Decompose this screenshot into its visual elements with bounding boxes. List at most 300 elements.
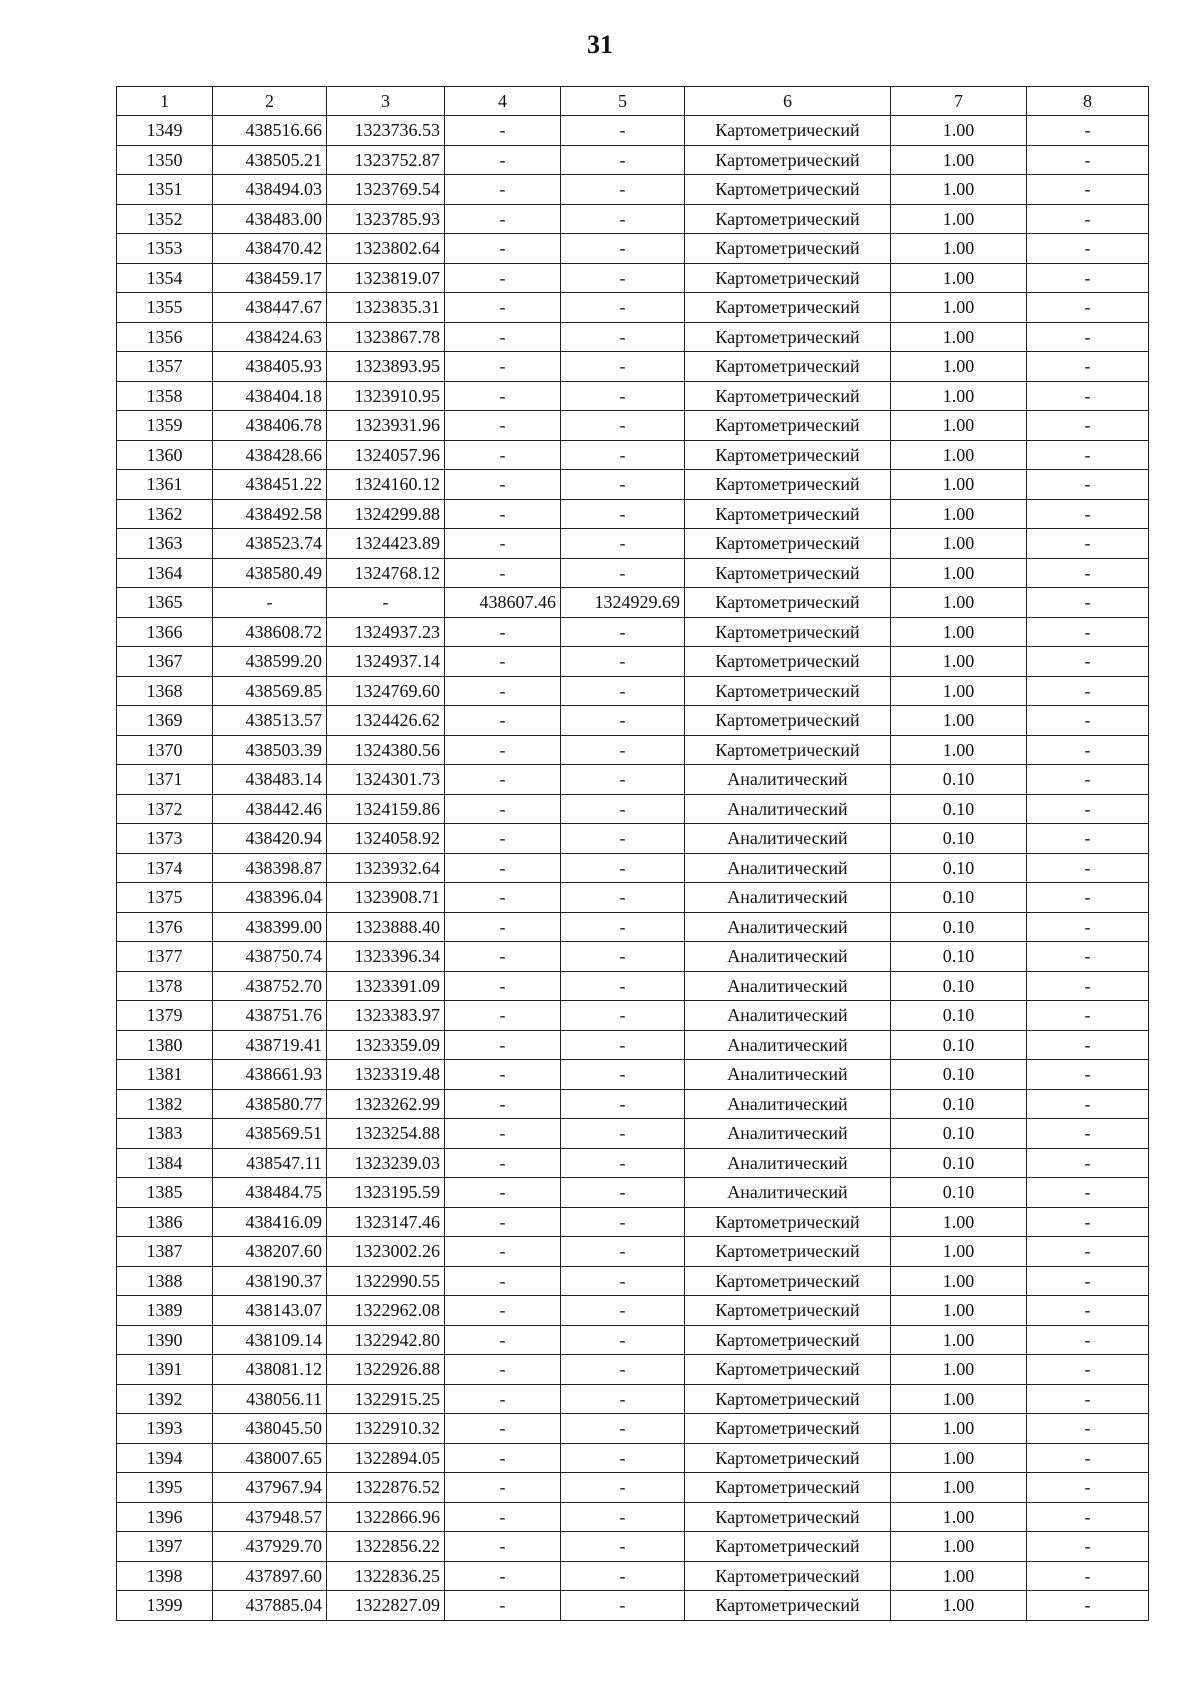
table-row	[117, 1532, 1149, 1562]
note-cell: -	[1027, 1355, 1149, 1385]
accuracy-cell: 1.00	[891, 1207, 1027, 1237]
accuracy-cell: 0.10	[891, 1089, 1027, 1119]
x-coordinate-cell: 438484.75	[213, 1178, 327, 1208]
point-number-cell: 1382	[117, 1089, 213, 1119]
point-number-cell: 1377	[117, 942, 213, 972]
x-coordinate-alt-cell: -	[445, 558, 561, 588]
table-row	[117, 1178, 1149, 1208]
y-coordinate-cell: 1323867.78	[327, 322, 445, 352]
method-cell: Картометрический	[685, 204, 891, 234]
table-row	[117, 942, 1149, 972]
method-cell: Аналитический	[685, 912, 891, 942]
y-coordinate-cell: 1324301.73	[327, 765, 445, 795]
note-cell: -	[1027, 1296, 1149, 1326]
accuracy-cell: 1.00	[891, 411, 1027, 441]
x-coordinate-alt-cell: -	[445, 1532, 561, 1562]
table-row	[117, 706, 1149, 736]
x-coordinate-alt-cell: -	[445, 293, 561, 323]
table-row	[117, 558, 1149, 588]
y-coordinate-alt-cell: -	[561, 824, 685, 854]
y-coordinate-cell: 1323254.88	[327, 1119, 445, 1149]
point-number-cell: 1367	[117, 647, 213, 677]
method-cell: Аналитический	[685, 853, 891, 883]
y-coordinate-alt-cell: -	[561, 1384, 685, 1414]
x-coordinate-cell: 438405.93	[213, 352, 327, 382]
x-coordinate-alt-cell: -	[445, 1030, 561, 1060]
note-cell: -	[1027, 1119, 1149, 1149]
note-cell: -	[1027, 1473, 1149, 1503]
x-coordinate-cell: 438442.46	[213, 794, 327, 824]
point-number-cell: 1380	[117, 1030, 213, 1060]
y-coordinate-cell: 1323239.03	[327, 1148, 445, 1178]
table-row	[117, 1089, 1149, 1119]
x-coordinate-alt-cell: -	[445, 706, 561, 736]
point-number-cell: 1356	[117, 322, 213, 352]
accuracy-cell: 1.00	[891, 1296, 1027, 1326]
y-coordinate-alt-cell: -	[561, 116, 685, 146]
method-cell: Аналитический	[685, 1089, 891, 1119]
y-coordinate-cell: 1324423.89	[327, 529, 445, 559]
y-coordinate-cell: 1323383.97	[327, 1001, 445, 1031]
x-coordinate-alt-cell: -	[445, 1561, 561, 1591]
x-coordinate-alt-cell: -	[445, 647, 561, 677]
x-coordinate-cell: 438503.39	[213, 735, 327, 765]
accuracy-cell: 1.00	[891, 558, 1027, 588]
table-row	[117, 293, 1149, 323]
x-coordinate-cell: 438547.11	[213, 1148, 327, 1178]
table-row	[117, 1561, 1149, 1591]
method-cell: Аналитический	[685, 824, 891, 854]
method-cell: Картометрический	[685, 1561, 891, 1591]
y-coordinate-alt-cell: -	[561, 1001, 685, 1031]
y-coordinate-cell: 1323359.09	[327, 1030, 445, 1060]
y-coordinate-alt-cell: -	[561, 529, 685, 559]
y-coordinate-cell: 1323910.95	[327, 381, 445, 411]
method-cell: Аналитический	[685, 883, 891, 913]
accuracy-cell: 1.00	[891, 381, 1027, 411]
y-coordinate-alt-cell: -	[561, 1473, 685, 1503]
accuracy-cell: 1.00	[891, 676, 1027, 706]
note-cell: -	[1027, 1591, 1149, 1621]
accuracy-cell: 1.00	[891, 706, 1027, 736]
accuracy-cell: 1.00	[891, 1532, 1027, 1562]
table-row	[117, 470, 1149, 500]
x-coordinate-alt-cell: -	[445, 853, 561, 883]
note-cell: -	[1027, 204, 1149, 234]
note-cell: -	[1027, 1532, 1149, 1562]
x-coordinate-cell: 438396.04	[213, 883, 327, 913]
note-cell: -	[1027, 381, 1149, 411]
point-number-cell: 1392	[117, 1384, 213, 1414]
x-coordinate-cell: 438399.00	[213, 912, 327, 942]
point-number-cell: 1361	[117, 470, 213, 500]
y-coordinate-alt-cell: -	[561, 912, 685, 942]
accuracy-cell: 1.00	[891, 175, 1027, 205]
point-number-cell: 1378	[117, 971, 213, 1001]
header-row	[117, 87, 1149, 116]
table-row	[117, 1060, 1149, 1090]
y-coordinate-cell: 1322962.08	[327, 1296, 445, 1326]
point-number-cell: 1352	[117, 204, 213, 234]
y-coordinate-cell: 1322866.96	[327, 1502, 445, 1532]
x-coordinate-alt-cell: -	[445, 1089, 561, 1119]
y-coordinate-cell: 1322876.52	[327, 1473, 445, 1503]
method-cell: Аналитический	[685, 1119, 891, 1149]
table-row	[117, 175, 1149, 205]
table-row	[117, 794, 1149, 824]
y-coordinate-cell: 1322990.55	[327, 1266, 445, 1296]
x-coordinate-cell: 438580.77	[213, 1089, 327, 1119]
y-coordinate-alt-cell: -	[561, 1030, 685, 1060]
accuracy-cell: 1.00	[891, 617, 1027, 647]
point-number-cell: 1349	[117, 116, 213, 146]
accuracy-cell: 1.00	[891, 735, 1027, 765]
note-cell: -	[1027, 1325, 1149, 1355]
table-row	[117, 1296, 1149, 1326]
accuracy-cell: 1.00	[891, 1266, 1027, 1296]
x-coordinate-cell: 438492.58	[213, 499, 327, 529]
point-number-cell: 1395	[117, 1473, 213, 1503]
coordinates-table	[116, 86, 1149, 1621]
y-coordinate-alt-cell: -	[561, 1207, 685, 1237]
accuracy-cell: 1.00	[891, 293, 1027, 323]
x-coordinate-cell: 438470.42	[213, 234, 327, 264]
table-row	[117, 1148, 1149, 1178]
x-coordinate-alt-cell: -	[445, 1207, 561, 1237]
accuracy-cell: 1.00	[891, 529, 1027, 559]
accuracy-cell: 1.00	[891, 588, 1027, 618]
x-coordinate-alt-cell: -	[445, 735, 561, 765]
table-row	[117, 676, 1149, 706]
y-coordinate-cell: 1323802.64	[327, 234, 445, 264]
y-coordinate-alt-cell: -	[561, 1532, 685, 1562]
point-number-cell: 1363	[117, 529, 213, 559]
y-coordinate-alt-cell: -	[561, 1178, 685, 1208]
note-cell: -	[1027, 765, 1149, 795]
x-coordinate-cell: 438523.74	[213, 529, 327, 559]
accuracy-cell: 1.00	[891, 499, 1027, 529]
accuracy-cell: 0.10	[891, 942, 1027, 972]
point-number-cell: 1386	[117, 1207, 213, 1237]
method-cell: Картометрический	[685, 1325, 891, 1355]
method-cell: Аналитический	[685, 1030, 891, 1060]
x-coordinate-alt-cell: -	[445, 1148, 561, 1178]
y-coordinate-alt-cell: -	[561, 204, 685, 234]
accuracy-cell: 0.10	[891, 853, 1027, 883]
note-cell: -	[1027, 706, 1149, 736]
note-cell: -	[1027, 1266, 1149, 1296]
x-coordinate-cell: 438569.85	[213, 676, 327, 706]
x-coordinate-cell: 437885.04	[213, 1591, 327, 1621]
point-number-cell: 1354	[117, 263, 213, 293]
x-coordinate-cell: 438599.20	[213, 647, 327, 677]
x-coordinate-alt-cell: -	[445, 234, 561, 264]
y-coordinate-cell: 1324937.14	[327, 647, 445, 677]
x-coordinate-alt-cell: -	[445, 1414, 561, 1444]
x-coordinate-cell: 438459.17	[213, 263, 327, 293]
method-cell: Картометрический	[685, 1532, 891, 1562]
point-number-cell: 1385	[117, 1178, 213, 1208]
note-cell: -	[1027, 1060, 1149, 1090]
y-coordinate-cell: 1322836.25	[327, 1561, 445, 1591]
x-coordinate-cell: 438398.87	[213, 853, 327, 883]
note-cell: -	[1027, 588, 1149, 618]
point-number-cell: 1389	[117, 1296, 213, 1326]
point-number-cell: 1350	[117, 145, 213, 175]
note-cell: -	[1027, 794, 1149, 824]
table-row	[117, 1384, 1149, 1414]
accuracy-cell: 1.00	[891, 204, 1027, 234]
table-row	[117, 1473, 1149, 1503]
x-coordinate-alt-cell: -	[445, 204, 561, 234]
note-cell: -	[1027, 1384, 1149, 1414]
point-number-cell: 1375	[117, 883, 213, 913]
x-coordinate-alt-cell: -	[445, 1060, 561, 1090]
method-cell: Картометрический	[685, 440, 891, 470]
y-coordinate-alt-cell: -	[561, 352, 685, 382]
y-coordinate-alt-cell: -	[561, 381, 685, 411]
table-row	[117, 1443, 1149, 1473]
method-cell: Аналитический	[685, 1060, 891, 1090]
note-cell: -	[1027, 853, 1149, 883]
accuracy-cell: 1.00	[891, 352, 1027, 382]
accuracy-cell: 1.00	[891, 322, 1027, 352]
x-coordinate-cell: 438608.72	[213, 617, 327, 647]
note-cell: -	[1027, 971, 1149, 1001]
method-cell: Аналитический	[685, 1001, 891, 1031]
note-cell: -	[1027, 499, 1149, 529]
y-coordinate-cell: 1323785.93	[327, 204, 445, 234]
y-coordinate-cell: 1323835.31	[327, 293, 445, 323]
accuracy-cell: 1.00	[891, 1355, 1027, 1385]
point-number-cell: 1390	[117, 1325, 213, 1355]
table-row	[117, 1237, 1149, 1267]
x-coordinate-alt-cell: -	[445, 1355, 561, 1385]
note-cell: -	[1027, 440, 1149, 470]
y-coordinate-alt-cell: -	[561, 145, 685, 175]
x-coordinate-alt-cell: -	[445, 263, 561, 293]
x-coordinate-alt-cell: -	[445, 1296, 561, 1326]
note-cell: -	[1027, 234, 1149, 264]
y-coordinate-alt-cell: -	[561, 765, 685, 795]
table-row	[117, 263, 1149, 293]
method-cell: Картометрический	[685, 735, 891, 765]
table-row	[117, 588, 1149, 618]
x-coordinate-alt-cell: -	[445, 971, 561, 1001]
method-cell: Картометрический	[685, 116, 891, 146]
x-coordinate-alt-cell: -	[445, 1237, 561, 1267]
method-cell: Картометрический	[685, 1384, 891, 1414]
accuracy-cell: 1.00	[891, 1591, 1027, 1621]
y-coordinate-alt-cell: -	[561, 1502, 685, 1532]
y-coordinate-alt-cell: -	[561, 263, 685, 293]
y-coordinate-alt-cell: -	[561, 1591, 685, 1621]
table-row	[117, 204, 1149, 234]
note-cell: -	[1027, 322, 1149, 352]
point-number-cell: 1369	[117, 706, 213, 736]
y-coordinate-cell: 1322910.32	[327, 1414, 445, 1444]
accuracy-cell: 1.00	[891, 145, 1027, 175]
point-number-cell: 1364	[117, 558, 213, 588]
method-cell: Картометрический	[685, 588, 891, 618]
x-coordinate-alt-cell: -	[445, 765, 561, 795]
table-row	[117, 322, 1149, 352]
page-number: 31	[587, 30, 613, 59]
y-coordinate-alt-cell: -	[561, 558, 685, 588]
x-coordinate-alt-cell: -	[445, 1178, 561, 1208]
point-number-cell: 1383	[117, 1119, 213, 1149]
point-number-cell: 1388	[117, 1266, 213, 1296]
table-row	[117, 411, 1149, 441]
point-number-cell: 1362	[117, 499, 213, 529]
column-header: 6	[685, 87, 891, 116]
table-row	[117, 1119, 1149, 1149]
accuracy-cell: 0.10	[891, 1178, 1027, 1208]
note-cell: -	[1027, 1001, 1149, 1031]
method-cell: Картометрический	[685, 1443, 891, 1473]
x-coordinate-cell: 438416.09	[213, 1207, 327, 1237]
y-coordinate-alt-cell: -	[561, 942, 685, 972]
y-coordinate-cell: 1323147.46	[327, 1207, 445, 1237]
y-coordinate-cell: 1323736.53	[327, 116, 445, 146]
y-coordinate-cell: 1323752.87	[327, 145, 445, 175]
y-coordinate-cell: 1324057.96	[327, 440, 445, 470]
method-cell: Картометрический	[685, 1237, 891, 1267]
table-row	[117, 1266, 1149, 1296]
x-coordinate-alt-cell: -	[445, 381, 561, 411]
y-coordinate-cell: 1324769.60	[327, 676, 445, 706]
note-cell: -	[1027, 411, 1149, 441]
note-cell: -	[1027, 1178, 1149, 1208]
x-coordinate-cell: 437929.70	[213, 1532, 327, 1562]
x-coordinate-alt-cell: -	[445, 1502, 561, 1532]
accuracy-cell: 1.00	[891, 116, 1027, 146]
note-cell: -	[1027, 558, 1149, 588]
table-row	[117, 145, 1149, 175]
note-cell: -	[1027, 1148, 1149, 1178]
x-coordinate-cell: 438420.94	[213, 824, 327, 854]
x-coordinate-cell: 438750.74	[213, 942, 327, 972]
x-coordinate-alt-cell: -	[445, 322, 561, 352]
table-row	[117, 824, 1149, 854]
table-row	[117, 1355, 1149, 1385]
x-coordinate-cell: 438081.12	[213, 1355, 327, 1385]
table-row	[117, 971, 1149, 1001]
y-coordinate-cell: 1323893.95	[327, 352, 445, 382]
x-coordinate-alt-cell: -	[445, 942, 561, 972]
x-coordinate-alt-cell: -	[445, 440, 561, 470]
table-row	[117, 1502, 1149, 1532]
x-coordinate-cell: 438109.14	[213, 1325, 327, 1355]
y-coordinate-cell: 1324768.12	[327, 558, 445, 588]
y-coordinate-cell: 1323002.26	[327, 1237, 445, 1267]
method-cell: Картометрический	[685, 558, 891, 588]
point-number-cell: 1379	[117, 1001, 213, 1031]
y-coordinate-cell: 1322827.09	[327, 1591, 445, 1621]
x-coordinate-alt-cell: -	[445, 1001, 561, 1031]
y-coordinate-alt-cell: -	[561, 1089, 685, 1119]
y-coordinate-cell: 1324299.88	[327, 499, 445, 529]
accuracy-cell: 0.10	[891, 765, 1027, 795]
y-coordinate-alt-cell: -	[561, 1119, 685, 1149]
note-cell: -	[1027, 145, 1149, 175]
column-header: 1	[117, 87, 213, 116]
point-number-cell: 1393	[117, 1414, 213, 1444]
note-cell: -	[1027, 1030, 1149, 1060]
point-number-cell: 1374	[117, 853, 213, 883]
x-coordinate-cell: 438143.07	[213, 1296, 327, 1326]
y-coordinate-cell: 1322915.25	[327, 1384, 445, 1414]
y-coordinate-alt-cell: 1324929.69	[561, 588, 685, 618]
method-cell: Картометрический	[685, 617, 891, 647]
note-cell: -	[1027, 617, 1149, 647]
table-row	[117, 1207, 1149, 1237]
method-cell: Аналитический	[685, 794, 891, 824]
y-coordinate-alt-cell: -	[561, 1237, 685, 1267]
method-cell: Картометрический	[685, 1414, 891, 1444]
x-coordinate-alt-cell: -	[445, 529, 561, 559]
x-coordinate-alt-cell: -	[445, 411, 561, 441]
y-coordinate-alt-cell: -	[561, 971, 685, 1001]
column-header: 8	[1027, 87, 1149, 116]
accuracy-cell: 1.00	[891, 1414, 1027, 1444]
note-cell: -	[1027, 1237, 1149, 1267]
x-coordinate-alt-cell: -	[445, 676, 561, 706]
point-number-cell: 1355	[117, 293, 213, 323]
note-cell: -	[1027, 942, 1149, 972]
point-number-cell: 1365	[117, 588, 213, 618]
accuracy-cell: 0.10	[891, 1001, 1027, 1031]
x-coordinate-cell: 438056.11	[213, 1384, 327, 1414]
method-cell: Картометрический	[685, 145, 891, 175]
y-coordinate-alt-cell: -	[561, 647, 685, 677]
x-coordinate-alt-cell: -	[445, 1384, 561, 1414]
column-header: 4	[445, 87, 561, 116]
method-cell: Картометрический	[685, 676, 891, 706]
method-cell: Картометрический	[685, 263, 891, 293]
method-cell: Картометрический	[685, 411, 891, 441]
point-number-cell: 1398	[117, 1561, 213, 1591]
column-header: 5	[561, 87, 685, 116]
x-coordinate-cell: 438483.00	[213, 204, 327, 234]
point-number-cell: 1357	[117, 352, 213, 382]
point-number-cell: 1384	[117, 1148, 213, 1178]
accuracy-cell: 0.10	[891, 1060, 1027, 1090]
accuracy-cell: 1.00	[891, 1325, 1027, 1355]
point-number-cell: 1366	[117, 617, 213, 647]
note-cell: -	[1027, 735, 1149, 765]
y-coordinate-alt-cell: -	[561, 1148, 685, 1178]
table-row	[117, 499, 1149, 529]
table-row	[117, 1414, 1149, 1444]
note-cell: -	[1027, 676, 1149, 706]
x-coordinate-alt-cell: 438607.46	[445, 588, 561, 618]
table-row	[117, 1325, 1149, 1355]
method-cell: Аналитический	[685, 1178, 891, 1208]
point-number-cell: 1397	[117, 1532, 213, 1562]
method-cell: Аналитический	[685, 942, 891, 972]
note-cell: -	[1027, 263, 1149, 293]
x-coordinate-alt-cell: -	[445, 824, 561, 854]
x-coordinate-cell: 438513.57	[213, 706, 327, 736]
method-cell: Картометрический	[685, 175, 891, 205]
y-coordinate-cell: 1324380.56	[327, 735, 445, 765]
x-coordinate-alt-cell: -	[445, 1119, 561, 1149]
y-coordinate-cell: 1322942.80	[327, 1325, 445, 1355]
accuracy-cell: 1.00	[891, 1561, 1027, 1591]
point-number-cell: 1387	[117, 1237, 213, 1267]
table-row	[117, 735, 1149, 765]
